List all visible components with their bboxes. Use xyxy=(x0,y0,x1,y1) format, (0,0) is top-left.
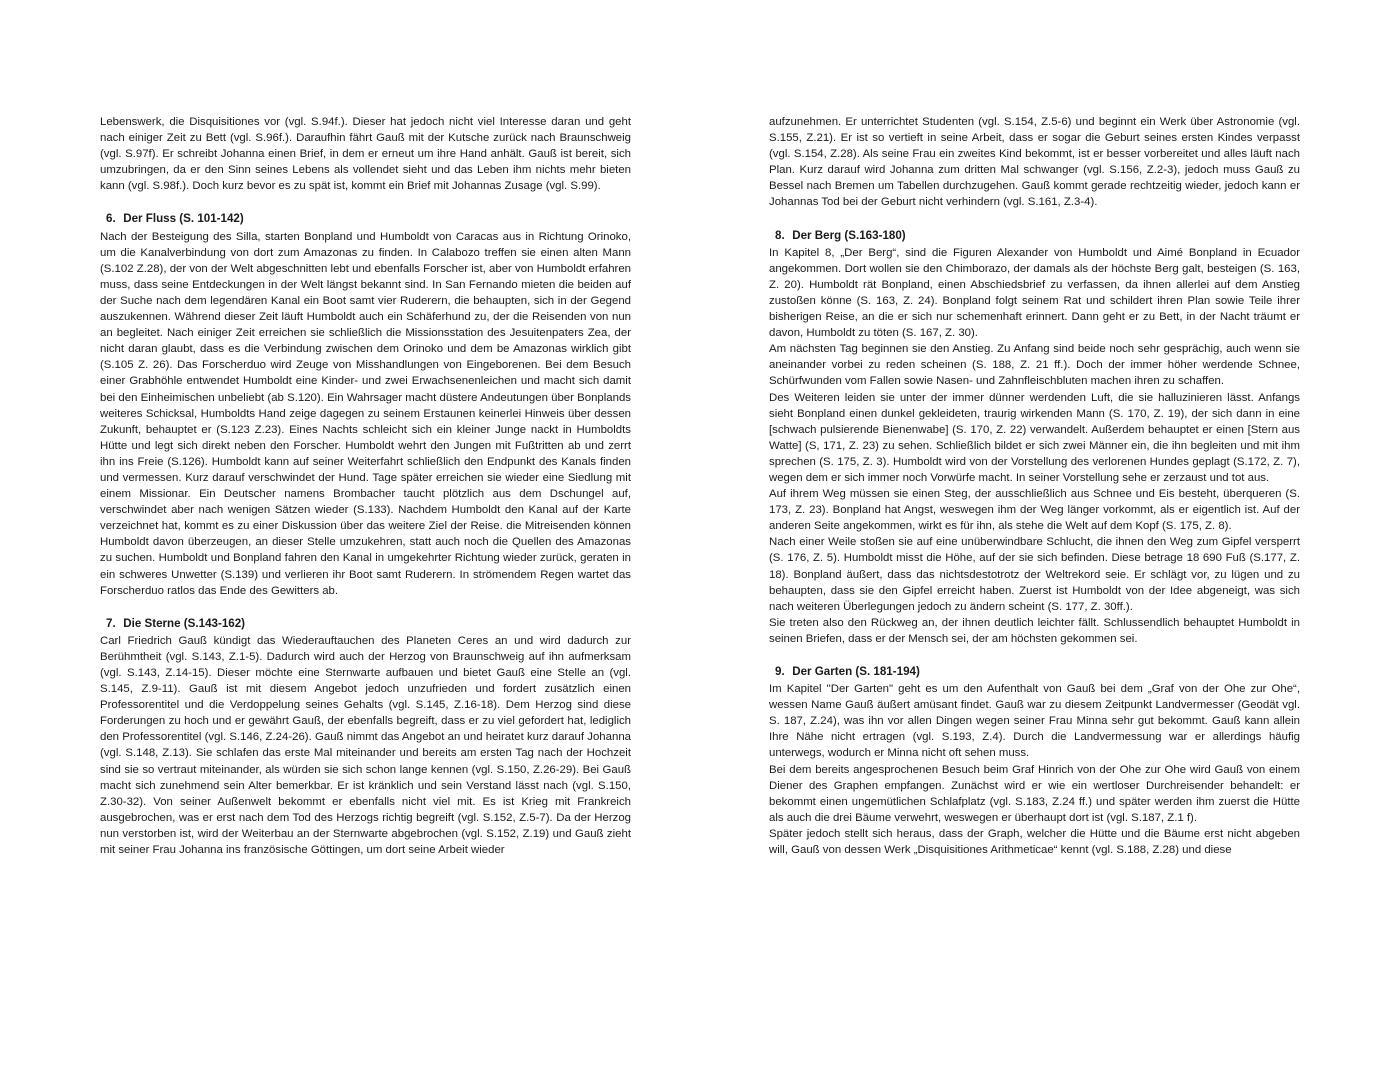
left-intro-paragraph: Lebenswerk, die Disquisitiones vor (vgl. S.94f.). Dieser hat jedoch nicht viel Interesse daran und geht nach einiger Zeit zu Bett (vgl. S.96f.). Daraufhin fährt Gauß mit der Kutsche zurück nach Braunschweig (vgl. S.97f). Er schreibt Johanna einen Brief, in dem er erneut um ihre Hand anhält. Gauß ist bereit, sich umzubringen, da er den Sinn seines Lebens als vollendet sieht und das Leben ihm nichts mehr bieten kann (vgl. S.98f.). Doch kurz bevor es zu spät ist, kommt ein Brief mit Johannas Zusage (vgl. S.99). xyxy=(100,116,631,193)
section-9-paragraph: Im Kapitel "Der Garten" geht es um den Aufenthalt von Gauß bei dem „Graf von der Ohe zur Ohe“, wessen Name Gauß äußert amüsant findet. Gauß war zu diesem Zeitpunkt Landvermesser (Geodät vgl. S. 187, Z.24), was ihn vor allen Dingen wegen seiner Frau Minna sehr gut bekommt. Gauß kann allein Ihre Nähe nicht ertragen (vgl. S.193, Z.4). Durch die Landvermessung war er allerdings häufig unterwegs, wodurch er Minna nicht oft sehen muss. xyxy=(769,683,1300,760)
section-8-paragraph: Auf ihrem Weg müssen sie einen Steg, der ausschließlich aus Schnee und Eis besteht, überqueren (S. 173, Z. 23). Bonpland hat Angst, weswegen ihm der Weg länger vorkommt, als er eigentlich ist. Auf der anderen Seite angekommen, wirkt es für ihn, als stehe die Welt auf dem Kopf (S. 175, Z. 8). xyxy=(769,488,1300,533)
section-8-number: 8. xyxy=(775,228,785,242)
section-8-heading xyxy=(769,228,1300,244)
right-intro-paragraph: aufzunehmen. Er unterrichtet Studenten (vgl. S.154, Z.5-6) und beginnt ein Werk über Astronomie (vgl. S.155, Z.21). Er ist so vertieft in seine Arbeit, dass er sogar die Geburt seines ersten Kindes verpasst (vgl. S.154, Z.28). Als seine Frau ein zweites Kind bekommt, ist er besser vorbereitet und alles läuft nach Plan. Kurz darauf wird Johanna zum dritten Mal schwanger (vgl. S.156, Z.2-3), jedoch muss Gauß zu Bessel nach Bremen um Tabellen durchzugehen. Gauß kommt gerade rechtzeitig wieder, jedoch kann er Johannas Tod bei der Geburt nicht verhindern (vgl. S.161, Z.3-4). xyxy=(769,116,1300,209)
section-7-number: 7. xyxy=(106,616,116,630)
section-6 xyxy=(100,211,631,598)
section-9 xyxy=(769,664,1300,858)
left-page xyxy=(100,114,631,858)
section-8-paragraph: Sie treten also den Rückweg an, der ihnen deutlich leichter fällt. Schlussendlich behauptet Humboldt in seinen Briefen, dass er der Mensch sei, der am höchsten gekommen sei. xyxy=(769,616,1300,645)
section-9-paragraph: Bei dem bereits angesprochenen Besuch beim Graf Hinrich von der Ohe zur Ohe wird Gauß von einem Diener des Graphen empfangen. Zunächst wird er wie ein wertloser Durchreisender behandelt: er bekommt einen ungemütlichen Schlafplatz (vgl. S.183, Z.24 ff.) und später werden ihm zuerst die Hütte als auch die drei Bäume verwehrt, weswegen er überhaupt dort ist (vgl. S.187, Z.1 f). xyxy=(769,763,1300,824)
section-6-text: Nach der Besteigung des Silla, starten Bonpland und Humboldt von Caracas aus in Richtung Orinoko, um die Kanalverbindung von dort zum Amazonas zu finden. In Calabozo treffen sie einen alten Mann (S.102 Z.28), der von der Welt abgeschnitten lebt und ebenfalls Forscher ist, aber von Humboldt erfahren muss, dass seine Entdeckungen in der Welt längst bekannt sind. In San Fernando mieten die beiden auf der Suche nach dem legendären Kanal ein Boot samt vier Ruderern, die behaupten, sich in der Gegend auszukennen. Während dieser Zeit läuft Humboldt auch ein Schäferhund zu, der die Reisenden von nun an begleitet. Nach einiger Zeit erreichen sie schließlich die Missionsstation des Jesuitenpaters Zea, der nicht daran glaubt, dass es die Verbindung zwischen dem Orinoko und dem be Amazonas wirklich gibt (S.105 Z. 26). Das Forscherduo wird Zeuge von Misshandlungen von Eingeborenen. Bei dem Besuch einer Grabhöhle entwendet Humboldt eine Kinder- und zwei Erwachsenenleichen und macht sich damit bei den Einheimischen unbeliebt (ab S.120). Ein Wahrsager macht düstere Andeutungen über Bonplands weiteres Schicksal, Humboldts Hand zeige dagegen zu seinem Erstaunen keinerlei Hinweis über dessen Zukunft, behauptet er (S.123 Z.23). Eines Nachts schleicht sich ein kleiner Junge nackt in Humboldts Hütte und legt sich direkt neben den Forscher. Humboldt wehrt den Jungen mit Fußtritten ab und zerrt ihn ins Freie (S.126). Humboldt kann auf seiner Weiterfahrt schließlich den Endpunkt des Kanals finden und vermessen. Kurz darauf verschwindet der Hund. Tage später erreichen sie wieder eine Siedlung mit einem Missionar. Ein Deutscher namens Brombacher taucht plötzlich aus dem Dschungel auf, verschwindet aber nach wenigen Sätzen wieder (S.133). Nachdem Humboldt den Kanal auf der Karte verzeichnet hat, kommt es zu einer Diskussion über das weitere Ziel der Reise. die Mitreisenden können Humboldt davon überzeugen, an dieser Stelle umzukehren, statt auch noch die Quellen des Amazonas zu suchen. Humboldt und Bonpland fahren den Kanal in umgekehrter Richtung wieder zurück, geraten in ein schweres Unwetter (S.139) und verlieren ihr Boot samt Ruderern. In strömendem Regen wartet das Forscherduo ratlos das Ende des Gewitters ab. xyxy=(100,230,631,597)
section-8-paragraph: Des Weiteren leiden sie unter der immer dünner werdenden Luft, die sie halluzinieren lässt. Anfangs sieht Bonpland einen dunkel gekleideten, traurig wirkenden Mann (S. 170, Z. 19), der sich dann in eine [schwach pulsierende Bienenwabe] (S. 170, Z. 22) verwandelt. Außerdem behauptet er einen [Stern aus Watte] (S, 171, Z. 23) zu sehen. Schließlich bildet er sich zwei Männer ein, die ihn begleiten und mit ihm sprechen (S. 175, Z. 3). Humboldt wird von der Vorstellung des verlorenen Hundes geplagt (S.172, Z. 7), wegen dem er sich immer noch Vorwürfe macht. In seiner Vorstellung sehe er zerzaust und tot aus. xyxy=(769,391,1300,484)
section-8-paragraph: Nach einer Weile stoßen sie auf eine unüberwindbare Schlucht, die ihnen den Weg zum Gipfel versperrt (S. 176, Z. 5). Humboldt misst die Höhe, auf der sie sich befinden. Diese betrage 18 690 Fuß (S.177, Z. 18). Bonpland äußert, dass das nichtsdestotrotz der Weltrekord seie. Er schlägt vor, zu lügen und zu behaupten, dass sie den Gipfel erreicht haben. Zuerst ist Humboldt von der Idee abgeneigt, was sich nach weiteren Überlegungen jedoch zu ändern scheint (S. 177, Z. 30ff.). xyxy=(769,536,1300,613)
section-8-paragraph: In Kapitel 8, „Der Berg“, sind die Figuren Alexander von Humboldt und Aimé Bonpland in Ecuador angekommen. Dort wollen sie den Chimborazo, der damals als der höchste Berg galt, besteigen (S. 163, Z. 20). Humboldt rät Bonpland, einen Abschiedsbrief zu verfassen, da ihnen allerlei auf dem Anstieg zustoßen könne (S. 163, Z. 24). Bonpland folgt seinem Rat und schildert ihren Plan sowie Teile ihrer bisherigen Reise, an die er sich nur schemenhaft erinnert. Dann geht er zu Bett, in der Nacht träumt er davon, Humboldt zu töten (S. 167, Z. 30). xyxy=(769,246,1300,340)
section-9-paragraph: Später jedoch stellt sich heraus, dass der Graph, welcher die Hütte und die Bäume erst nicht abgeben will, Gauß von dessen Werk „Disquisitiones Arithmeticae“ kennt (vgl. S.188, Z.28) und diese xyxy=(769,827,1300,857)
right-page xyxy=(769,114,1300,858)
section-8-paragraph: Am nächsten Tag beginnen sie den Anstieg. Zu Anfang sind beide noch sehr gesprächig, auch wenn sie aneinander vorbei zu reden scheinen (S. 188, Z. 21 ff.). Doch der immer höher werdende Schnee, Schürfwunden vom Fallen sowie Nasen- und Zahnfleischbluten machen ihren zu schaffen. xyxy=(769,343,1300,388)
section-6-title: Der Fluss (S. 101-142) xyxy=(123,212,244,226)
section-7-text: Carl Friedrich Gauß kündigt das Wiederauftauchen des Planeten Ceres an und wird dadurch zur Berühmtheit (vgl. S.143, Z.1-5). Dadurch wird auch der Herzog von Braunschweig auf ihn aufmerksam (vgl. S.143, Z.14-15). Dieser möchte eine Sternwarte aufbauen und bietet Gauß eine Stelle an (vgl. S.145, Z.9-11). Gauß ist mit diesem Angebot jedoch unzufrieden und fordert zusätzlich einen Professorentitel und die Verdoppelung seines Gehalts (vgl. S.145, Z.16-18). Dem Herzog sind diese Forderungen zu hoch und er gewährt Gauß, der ebenfalls begreift, dass er zu viel gefordert hat, lediglich den Professorentitel (vgl. S.146, Z.24-26). Gauß nimmt das Angebot an und heiratet kurz darauf Johanna (vgl. S.148, Z.13). Sie schlafen das erste Mal miteinander und bereits am ersten Tag nach der Hochzeit sind sie so vertraut miteinander, als würden sie sich schon lange kennen (vgl. S.150, Z.26-29). Bei Gauß macht sich zunehmend sein Alter bemerkbar. Er ist kränklich und sein Verstand lässt nach (vgl. S.150, Z.30-32). Von seiner Außenwelt bekommt er ebenfalls nicht viel mit. Es ist Krieg mit Frankreich ausgebrochen, was er erst nach dem Tod des Herzogs richtig begreift (vgl. S.152, Z.5-7). Da der Herzog nun verstorben ist, wird der Weiterbau an der Sternwarte abgebrochen (vgl. S.152, Z.19) und Gauß zieht mit seiner Frau Johanna ins französische Göttingen, um dort seine Arbeit wieder xyxy=(100,634,631,857)
section-9-number: 9. xyxy=(775,665,785,678)
section-7-title: Die Sterne (S.143-162) xyxy=(123,616,246,630)
section-7-heading xyxy=(100,616,631,632)
section-8 xyxy=(769,228,1300,647)
section-6-number: 6. xyxy=(106,212,116,226)
section-8-title: Der Berg (S.163-180) xyxy=(792,228,906,242)
section-9-heading xyxy=(769,664,1300,680)
section-6-heading xyxy=(100,211,631,227)
section-9-title: Der Garten (S. 181-194) xyxy=(792,665,920,678)
section-7 xyxy=(100,616,631,858)
